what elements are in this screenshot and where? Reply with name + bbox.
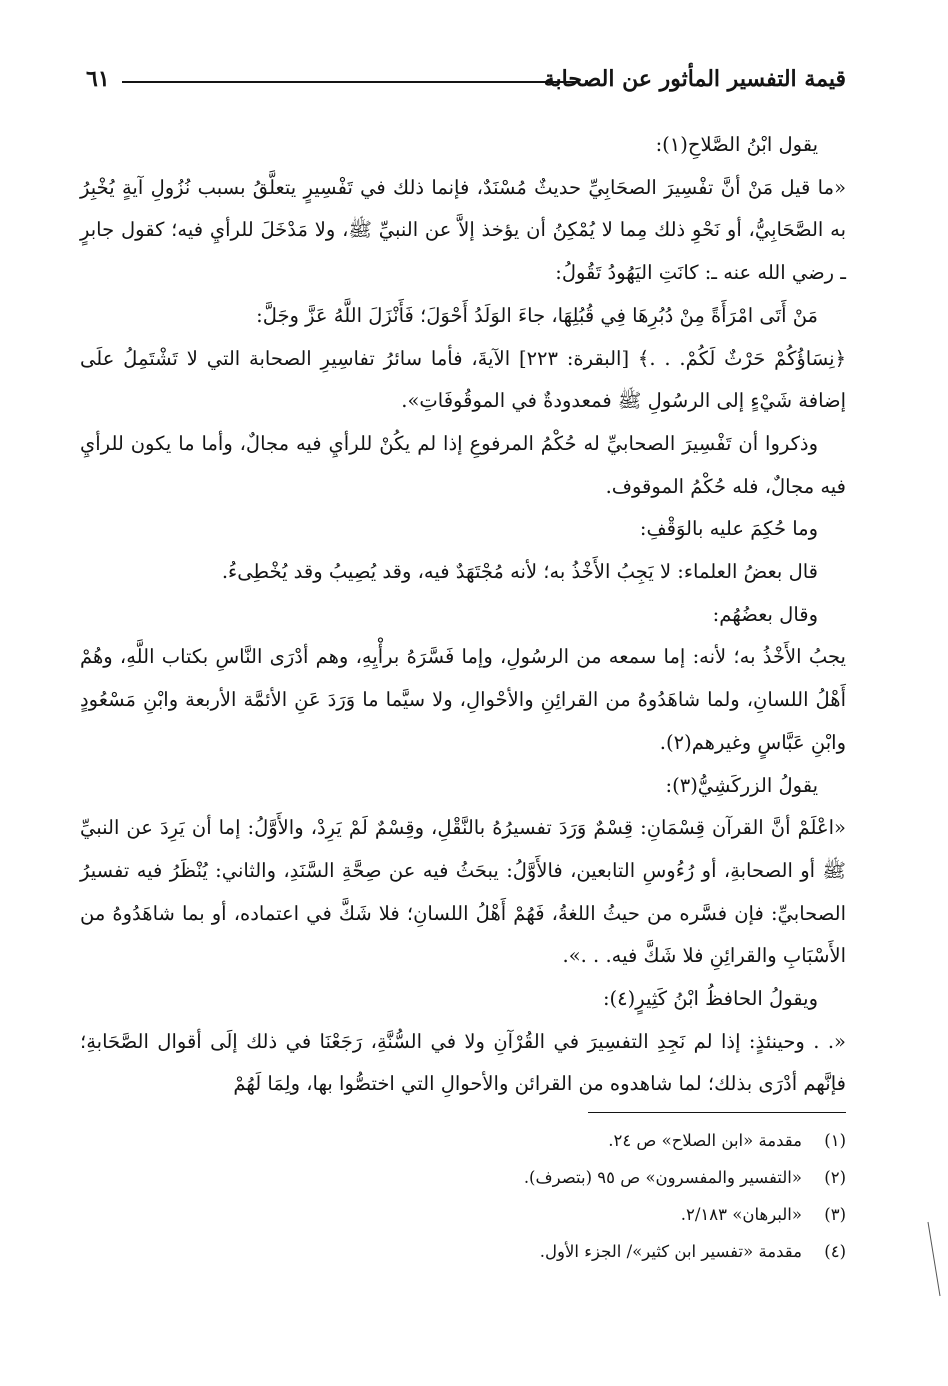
paragraph-quran-verse: ﴿نِسَاؤُكُمْ حَرْثٌ لَكُمْ. . .﴾ [البقرة: ٢٢٣] الآيةَ، فأما سائرُ تفاسِيرِ الصحابة التي لا تَشْتَمِلُ علَى إضافة شَيْءٍ إلى الرسُولِ ﷺ فمعدودةٌ في الموقُوفَاتِ».	[80, 346, 846, 413]
paragraph-ibn-kathir-quote: «. . وحينئذٍ: إذا لم نَجِدِ التفسِيرَ في القُرْآنِ ولا في السُّنَّةِ، رَجَعْنَا في ذلك إلَى أقوال الصَّحَابةِ؛ فإنَّهم أدْرَى بذلك؛ لما شاهدوه من القرائن والأحوالِ التي اختصُّوا بها، ولِمَا لَهُمْ	[80, 1029, 846, 1096]
paragraph-others-said: وقال بعضُهُم:	[712, 602, 818, 626]
paragraph-mawquf: وما حُكِمَ عليه بالوَقْفِ:	[639, 517, 818, 541]
page-number: ٦١	[86, 66, 110, 92]
footnote-text: مقدمة «ابن الصلاح» ص ٢٤.	[608, 1131, 802, 1150]
footnote-number: (٢)	[824, 1168, 846, 1187]
running-header	[86, 64, 846, 100]
paragraph-ruling: وذكروا أن تَفْسِيرَ الصحابيِّ له حُكْمُ المرفوعِ إذا لم يكُنْ للرأيِ فيه مجالٌ، وأما ما يكون للرأيِ فيه مجالٌ، فله حُكْمُ الموقوف.	[80, 431, 846, 498]
footnote-text: «التفسير والمفسرون» ص ٩٥ (بتصرف).	[523, 1168, 802, 1187]
footnote-number: (٣)	[824, 1205, 846, 1224]
header-rule	[122, 81, 576, 83]
paragraph-jabir-narration: مَنْ أَتَى امْرَأَةً مِنْ دُبُرِهَا فِي قُبُلِهَا، جاءَ الوَلَدُ أَحْوَلَ؛ فَأَنْزَلَ اللَّهُ عَزَّ وجَلَّ:	[256, 303, 818, 327]
footnote-number: (١)	[824, 1131, 846, 1150]
footnote-text: «البرهان» ٢/١٨٣.	[680, 1205, 802, 1224]
footnote-2	[80, 1159, 846, 1196]
footnote-4	[80, 1233, 846, 1270]
paragraph-ibn-salah-quote: «ما قيل مَنْ أنَّ تفْسِيرَ الصحَابِيِّ حديثٌ مُسْنَدٌ، فإنما ذلك في تَفْسِيرٍ يتعلَّقُ بسبب نُزُولِ آيةٍ يُخْبِرُ به الصَّحَابِيُّ، أو نَحْوِ ذلك مِما لا يُمْكِنُ أن يؤخذ إلاَّ عن النبيِّ ﷺ، ولا مَدْخَلَ للرأيِ فيه؛ كقول جابرٍ ـ رضي الله عنه ـ: كانَتِ اليَهُودُ تَقُولُ:	[80, 175, 846, 285]
paragraph-some-scholars: قال بعضُ العلماء: لا يَجِبُ الأَخْذُ به؛ لأنه مُجْتَهَدٌ فيه، وقد يُصِيبُ وقد يُخْطِىءُ.	[221, 560, 818, 584]
footnotes	[80, 1122, 846, 1270]
footnote-3	[80, 1196, 846, 1233]
paragraph-obligatory: يجبُ الأَخْذُ به؛ لأنه: إما سمعه من الرسُولِ، وإما فَسَّرَهُ برأْيِهِ، وهم أدْرَى النَّاسِ بكتاب اللَّهِ، وهُمْ أَهْلُ اللسانِ، ولما شاهَدُوهُ من القرائِنِ والأحْوالِ، ولا سيَّما ما وَرَدَ عَنِ الأئمَّة الأربعة وابْنِ مَسْعُودٍ وابْنِ عَبَّاسٍ وغيرهم(٢).	[80, 645, 846, 754]
paragraph-zarkashi-intro: يقولُ الزركَشِيُّ(٣):	[665, 773, 818, 797]
paragraph-ibn-salah-intro: يقول ابْنُ الصَّلاحِ(١):	[655, 133, 818, 156]
paragraph-zarkashi-quote: «اعْلَمْ أنَّ القرآن قِسْمَانِ: قِسْمٌ وَرَدَ تفسيرُهُ بالنَّقْلِ، وقِسْمٌ لَمْ يَرِدْ، والأَوَّلُ: إما أن يَرِدَ عن النبيِّ ﷺ أو الصحابةِ، أو رُءُوسِ التابعين، فالأَوَّلُ: يبحَثُ فيه عن صِحَّةِ السَّنَدِ، والثاني: يُنْظَرُ فيه تفسيرُ الصحابيِّ: فإن فسَّره من حيثُ اللغةُ، فَهُمْ أَهْلُ اللسانِ؛ فلا شَكَّ في اعتماده، أو بما شاهَدُوهُ من الأَسْبَابِ والقرائِنِ فلا شَكَّ فيه. . .».	[80, 816, 846, 968]
footnote-separator	[588, 1112, 846, 1113]
running-title: قيمة التفسير المأثور عن الصحابة	[543, 66, 846, 92]
main-text	[80, 124, 846, 1106]
footnote-1	[80, 1122, 846, 1159]
footnote-number: (٤)	[824, 1242, 846, 1261]
scan-margin-mark	[926, 1220, 942, 1298]
paragraph-ibn-kathir-intro: ويقولُ الحافظُ ابْنُ كَثِيرٍ(٤):	[602, 987, 818, 1011]
footnote-text: مقدمة «تفسير ابن كثير»/ الجزء الأول.	[539, 1242, 802, 1261]
